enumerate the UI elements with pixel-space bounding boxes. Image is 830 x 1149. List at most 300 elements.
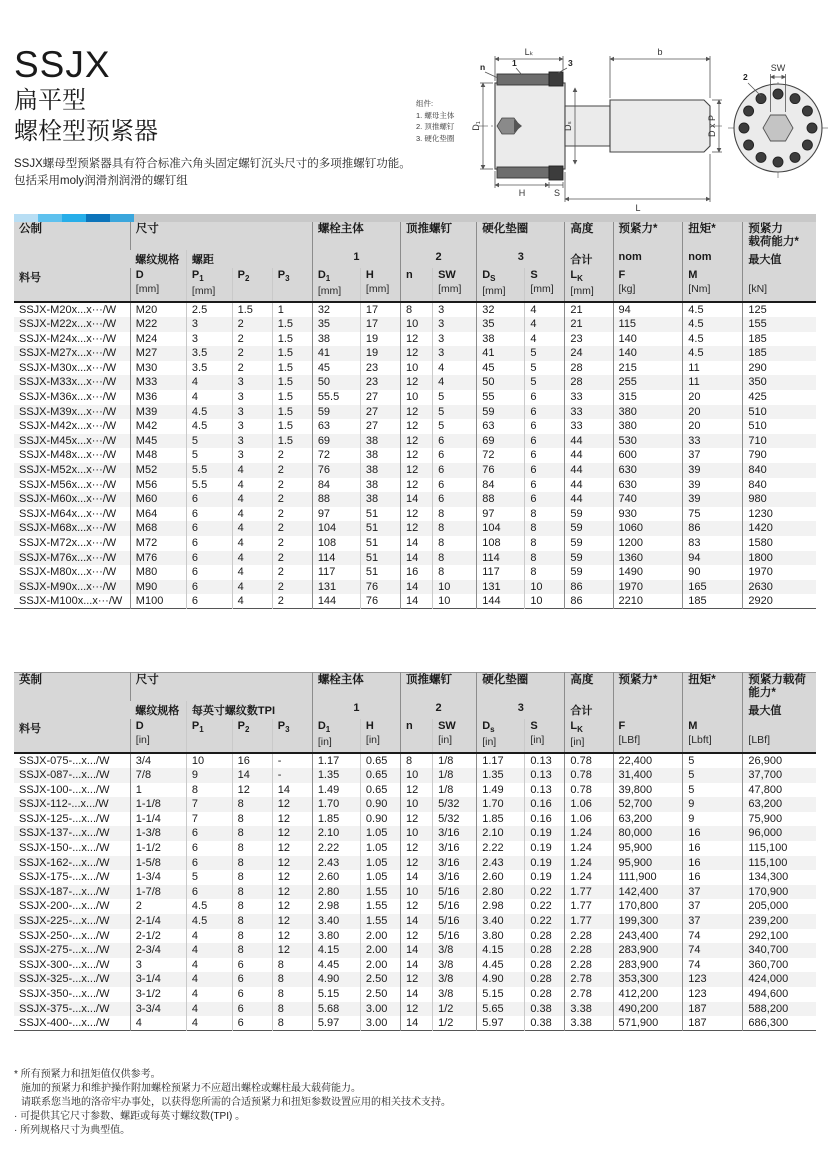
spec-value-cell: 6	[232, 972, 272, 987]
spec-value-cell: 37,700	[743, 768, 816, 783]
table-row	[14, 302, 816, 317]
spec-value-cell: 4.45	[312, 958, 360, 973]
callout-3: 3	[568, 58, 573, 68]
spec-value-cell: 44	[565, 492, 613, 507]
spec-value-cell: 0.90	[360, 797, 400, 812]
spec-value-cell: 6	[433, 434, 477, 449]
table-row	[14, 841, 816, 856]
spec-value-cell: M24	[130, 332, 186, 347]
spec-value-cell: 8	[272, 987, 312, 1002]
spec-value-cell: 97	[477, 507, 525, 522]
spec-value-cell: 840	[743, 478, 816, 493]
spec-value-cell: 16	[683, 841, 743, 856]
spec-value-cell: 2	[232, 332, 272, 347]
spec-value-cell: 790	[743, 448, 816, 463]
spec-value-cell: 8	[232, 797, 272, 812]
spec-value-cell: 4.5	[683, 317, 743, 332]
spec-value-cell: 14	[401, 914, 433, 929]
spec-value-cell: 1.06	[565, 797, 613, 812]
spec-value-cell: 0.19	[525, 841, 565, 856]
spec-value-cell: 4.5	[683, 332, 743, 347]
subgroup-total: 合计	[565, 701, 613, 719]
spec-value-cell: 59	[565, 551, 613, 566]
spec-value-cell: 90	[683, 565, 743, 580]
spec-value-cell: 3-1/4	[130, 972, 186, 987]
spec-value-cell: 8	[232, 899, 272, 914]
imperial-table	[14, 672, 816, 1031]
table-row	[14, 580, 816, 595]
accent-bar-segment	[86, 214, 110, 222]
spec-value-cell: 2.22	[312, 841, 360, 856]
spec-value-cell: 14	[401, 594, 433, 609]
footnote-4: · 可提供其它尺寸参数、螺距或每英寸螺纹数(TPI) 。	[14, 1111, 246, 1122]
spec-value-cell: 94	[613, 302, 683, 317]
spec-value-cell: 315	[613, 390, 683, 405]
subgroup-max: 最大值	[743, 701, 816, 719]
spec-value-cell: M60	[130, 492, 186, 507]
spec-value-cell: 39	[683, 478, 743, 493]
spec-value-cell: 10	[401, 826, 433, 841]
table-row	[14, 419, 816, 434]
spec-value-cell: 1.5	[272, 346, 312, 361]
table-row	[14, 536, 816, 551]
spec-value-cell: 16	[683, 870, 743, 885]
part-number-cell: SSJX-225-...x.../W	[19, 914, 110, 927]
imperial-system-label: 英制	[14, 673, 130, 702]
spec-value-cell: 0.19	[525, 826, 565, 841]
spec-value-cell: 185	[743, 346, 816, 361]
spec-value-cell: 1.05	[360, 856, 400, 871]
spec-value-cell: 3	[186, 332, 232, 347]
spec-value-cell: 3	[232, 375, 272, 390]
spec-value-cell: 51	[360, 551, 400, 566]
spec-value-cell: 45	[312, 361, 360, 376]
spec-value-cell: 12	[401, 521, 433, 536]
spec-value-cell: 2.00	[360, 943, 400, 958]
spec-value-cell: 4	[130, 1016, 186, 1031]
subgroup-max: 最大值	[743, 250, 816, 268]
spec-value-cell: 8	[232, 841, 272, 856]
table-row	[14, 870, 816, 885]
spec-value-cell: 38	[312, 332, 360, 347]
spec-value-cell: 1420	[743, 521, 816, 536]
spec-value-cell: 59	[565, 521, 613, 536]
spec-value-cell: 115,100	[743, 856, 816, 871]
spec-value-cell: 8	[272, 1002, 312, 1017]
part-number-cell: SSJX-M42x...x···/W	[19, 420, 117, 433]
spec-value-cell: 33	[565, 405, 613, 420]
spec-value-cell: 1-1/2	[130, 841, 186, 856]
spec-value-cell: M45	[130, 434, 186, 449]
spec-value-cell: 6	[525, 419, 565, 434]
spec-value-cell: 4	[186, 390, 232, 405]
spec-value-cell: 2	[130, 899, 186, 914]
spec-value-cell: 5/16	[433, 914, 477, 929]
part-number-cell: SSJX-M56x...x···/W	[19, 478, 117, 491]
spec-value-cell: 1-1/8	[130, 797, 186, 812]
washer-top	[549, 72, 563, 86]
spec-value-cell: 4	[186, 1002, 232, 1017]
spec-value-cell: 8	[525, 521, 565, 536]
spec-value-cell: 12	[401, 346, 433, 361]
spec-value-cell: 72	[477, 448, 525, 463]
spec-value-cell: 4.5	[186, 899, 232, 914]
spec-value-cell: 5	[186, 448, 232, 463]
spec-value-cell: 104	[477, 521, 525, 536]
spec-value-cell: 1.17	[312, 753, 360, 768]
spec-value-cell: 23	[565, 332, 613, 347]
part-number-cell: SSJX-087-...x.../W	[19, 769, 110, 781]
col-n: n	[401, 268, 433, 302]
spec-value-cell: 1.49	[477, 783, 525, 798]
spec-value-cell: 600	[613, 448, 683, 463]
spec-value-cell: 283,900	[613, 958, 683, 973]
spec-value-cell: 510	[743, 405, 816, 420]
spec-value-cell: 740	[613, 492, 683, 507]
spec-value-cell: 5	[683, 768, 743, 783]
spec-value-cell: 47,800	[743, 783, 816, 798]
group-height: 高度	[565, 222, 613, 250]
spec-value-cell: 2-3/4	[130, 943, 186, 958]
spec-value-cell: 12	[272, 841, 312, 856]
table-row	[14, 958, 816, 973]
spec-value-cell: 6	[186, 856, 232, 871]
spec-value-cell: 3.40	[477, 914, 525, 929]
table-row	[14, 972, 816, 987]
part-number-cell: SSJX-075-...x.../W	[19, 754, 110, 767]
col-ds: $D_S$ [mm]	[477, 268, 525, 302]
spec-value-cell: 2.80	[312, 885, 360, 900]
spec-value-cell: 588,200	[743, 1002, 816, 1017]
part-number-cell: SSJX-M45x...x···/W	[19, 434, 117, 447]
table-row	[14, 317, 816, 332]
spec-value-cell: 23	[360, 375, 400, 390]
table-row	[14, 826, 816, 841]
spec-value-cell: 51	[360, 565, 400, 580]
spec-value-cell: 0.16	[525, 797, 565, 812]
spec-value-cell: 2	[272, 478, 312, 493]
spec-value-cell: 8	[272, 958, 312, 973]
spec-value-cell: 980	[743, 492, 816, 507]
spec-value-cell: 1-1/4	[130, 812, 186, 827]
spec-value-cell: 10	[433, 594, 477, 609]
spec-value-cell: 1/8	[433, 783, 477, 798]
spec-value-cell: 3/8	[433, 987, 477, 1002]
spec-value-cell: 4	[232, 507, 272, 522]
spec-value-cell: 205,000	[743, 899, 816, 914]
spec-value-cell: M36	[130, 390, 186, 405]
spec-value-cell: 8	[433, 507, 477, 522]
spec-value-cell: 115	[613, 317, 683, 332]
spec-value-cell: 8	[401, 302, 433, 317]
col-max: [kN]	[743, 268, 816, 302]
spec-value-cell: 1970	[743, 565, 816, 580]
spec-value-cell: 38	[360, 492, 400, 507]
spec-value-cell: 12	[401, 375, 433, 390]
part-number-cell: SSJX-M36x...x···/W	[19, 390, 117, 403]
spec-value-cell: 6	[186, 594, 232, 609]
spec-value-cell: 12	[272, 899, 312, 914]
part-number-cell: SSJX-275-...x.../W	[19, 944, 110, 957]
col-lk: $L_K$ [mm]	[565, 268, 613, 302]
page-subtitle-2: 螺栓型预紧器	[14, 118, 158, 146]
spec-value-cell: 2	[272, 507, 312, 522]
spec-value-cell: 11	[683, 375, 743, 390]
spec-value-cell: 3.40	[312, 914, 360, 929]
spec-value-cell: M33	[130, 375, 186, 390]
spec-value-cell: 1-7/8	[130, 885, 186, 900]
spec-value-cell: 51	[360, 521, 400, 536]
page-subtitle-1: 扁平型	[14, 86, 86, 114]
subgroup-thread-spec: 螺纹规格	[130, 250, 186, 268]
spec-value-cell: 5.97	[312, 1016, 360, 1031]
metric-table-header	[14, 222, 816, 302]
col-p3: $P_3$	[272, 268, 312, 302]
spec-value-cell: 6	[186, 492, 232, 507]
spec-value-cell: 1/8	[433, 768, 477, 783]
spec-value-cell: 360,700	[743, 958, 816, 973]
spec-value-cell: 12	[272, 856, 312, 871]
spec-value-cell: 14	[401, 536, 433, 551]
jackbolt-top	[497, 74, 549, 85]
spec-value-cell: 3.5	[186, 346, 232, 361]
spec-value-cell: 84	[477, 478, 525, 493]
product-description-1: SSJX螺母型预紧器具有符合标准六角头固定螺钉沉头尺寸的多项推螺钉功能。	[14, 158, 411, 171]
spec-value-cell: 2	[232, 317, 272, 332]
spec-value-cell: 39	[683, 492, 743, 507]
table-row	[14, 361, 816, 376]
spec-value-cell: 12	[401, 783, 433, 798]
spec-value-cell: 8	[232, 856, 272, 871]
spec-value-cell: 3	[232, 419, 272, 434]
spec-value-cell: 1.70	[312, 797, 360, 812]
spec-value-cell: 155	[743, 317, 816, 332]
imperial-table-section	[14, 672, 816, 1031]
spec-value-cell: 8	[232, 870, 272, 885]
spec-value-cell: 6	[525, 463, 565, 478]
part-number-cell: SSJX-M80x...x···/W	[19, 566, 117, 579]
spec-value-cell: 1/2	[433, 1002, 477, 1017]
group-capacity: 预紧力 载荷能力*	[743, 222, 816, 250]
spec-value-cell: 239,200	[743, 914, 816, 929]
table-row	[14, 914, 816, 929]
spec-value-cell: 8	[433, 521, 477, 536]
spec-value-cell: 8	[232, 826, 272, 841]
spec-value-cell: 69	[312, 434, 360, 449]
spec-value-cell: 4	[232, 492, 272, 507]
callout-1: 1	[512, 58, 517, 68]
spec-value-cell: 3/8	[433, 943, 477, 958]
spec-value-cell: 14	[401, 580, 433, 595]
spec-value-cell: 4	[232, 580, 272, 595]
spec-value-cell: 6	[525, 434, 565, 449]
spec-value-cell: 3.80	[477, 929, 525, 944]
spec-value-cell: 1.35	[477, 768, 525, 783]
part-number-cell: SSJX-350-...x.../W	[19, 987, 110, 1000]
spec-value-cell: 38	[360, 463, 400, 478]
spec-value-cell: 12	[401, 812, 433, 827]
spec-value-cell: 131	[312, 580, 360, 595]
spec-value-cell: 10	[186, 753, 232, 768]
spec-value-cell: 21	[565, 302, 613, 317]
spec-value-cell: 76	[312, 463, 360, 478]
spec-value-cell: 4	[525, 332, 565, 347]
spec-value-cell: 1.5	[272, 317, 312, 332]
spec-value-cell: 28	[565, 375, 613, 390]
spec-value-cell: 187	[683, 1016, 743, 1031]
group-height: 高度	[565, 673, 613, 702]
spec-value-cell: 8	[401, 753, 433, 768]
spec-value-cell: 5	[186, 870, 232, 885]
spec-value-cell: 115,100	[743, 841, 816, 856]
spec-value-cell: 4	[232, 521, 272, 536]
part-number-cell: SSJX-175-...x.../W	[19, 871, 110, 884]
spec-value-cell: 59	[565, 507, 613, 522]
spec-value-cell: 2	[272, 551, 312, 566]
subgroup-total: 合计	[565, 250, 613, 268]
spec-value-cell: 76	[477, 463, 525, 478]
spec-value-cell: 20	[683, 390, 743, 405]
spec-value-cell: 5.68	[312, 1002, 360, 1017]
component-ref-1: 1	[312, 701, 400, 719]
spec-value-cell: 1.77	[565, 914, 613, 929]
group-jack-screw: 顶推螺钉	[401, 673, 477, 702]
table-row	[14, 768, 816, 783]
spec-value-cell: 4	[433, 375, 477, 390]
spec-value-cell: 32	[312, 302, 360, 317]
spec-value-cell: M80	[130, 565, 186, 580]
spec-value-cell: 2920	[743, 594, 816, 609]
spec-value-cell: M39	[130, 405, 186, 420]
subgroup-pitch: 螺距	[186, 250, 312, 268]
spec-value-cell: 5	[433, 419, 477, 434]
spec-value-cell: 12	[401, 929, 433, 944]
table-row	[14, 783, 816, 798]
spec-value-cell: 3	[186, 317, 232, 332]
group-bolt-body: 螺栓主体	[312, 222, 400, 250]
spec-value-cell: M30	[130, 361, 186, 376]
spec-value-cell: 2.43	[312, 856, 360, 871]
product-description-2: 包括采用moly润滑剂润滑的螺钉组	[14, 175, 188, 188]
spec-value-cell: M22	[130, 317, 186, 332]
spec-value-cell: 1.85	[477, 812, 525, 827]
spec-value-cell: 59	[312, 405, 360, 420]
spec-value-cell: 59	[565, 536, 613, 551]
legend-title: 组件:	[416, 99, 434, 108]
col-d: D [mm]	[130, 268, 186, 302]
spec-value-cell: 14	[401, 870, 433, 885]
spec-value-cell: 125	[743, 302, 816, 317]
spec-value-cell: 75,900	[743, 812, 816, 827]
spec-value-cell: M64	[130, 507, 186, 522]
spec-value-cell: 6	[525, 478, 565, 493]
part-number-cell: SSJX-325-...x.../W	[19, 973, 110, 986]
spec-value-cell: 6	[186, 521, 232, 536]
spec-value-cell: 0.28	[525, 929, 565, 944]
spec-value-cell: 3/16	[433, 870, 477, 885]
spec-value-cell: 2.10	[477, 826, 525, 841]
spec-value-cell: 3.38	[565, 1016, 613, 1031]
spec-value-cell: 2.00	[360, 958, 400, 973]
spec-value-cell: 63,200	[613, 812, 683, 827]
spec-value-cell: 2.22	[477, 841, 525, 856]
spec-value-cell: 14	[401, 1016, 433, 1031]
table-row	[14, 797, 816, 812]
spec-value-cell: 14	[401, 551, 433, 566]
group-bolt-body: 螺栓主体	[312, 673, 400, 702]
spec-value-cell: 630	[613, 463, 683, 478]
spec-value-cell: 1.05	[360, 826, 400, 841]
spec-value-cell: 4.5	[683, 302, 743, 317]
table-row	[14, 478, 816, 493]
table-row	[14, 565, 816, 580]
spec-value-cell: 63	[312, 419, 360, 434]
component-ref-3: 3	[477, 701, 565, 719]
spec-value-cell: 8	[525, 551, 565, 566]
spec-value-cell: 38	[360, 478, 400, 493]
part-number-cell: SSJX-M33x...x···/W	[19, 376, 117, 389]
spec-value-cell: 37	[683, 914, 743, 929]
spec-value-cell: 14	[232, 768, 272, 783]
spec-value-cell: 59	[565, 565, 613, 580]
footnote-2: 施加的预紧力和维护操作附加螺栓预紧力不应超出螺栓或螺柱最大载荷能力。	[21, 1083, 361, 1094]
table-row	[14, 1016, 816, 1031]
spec-value-cell: M42	[130, 419, 186, 434]
spec-value-cell: 80,000	[613, 826, 683, 841]
accent-bar-segment	[110, 214, 134, 222]
spec-value-cell: 6	[525, 448, 565, 463]
group-size: 尺寸	[130, 673, 312, 702]
spec-value-cell: 2	[272, 521, 312, 536]
spec-value-cell: 1.5	[272, 375, 312, 390]
spec-value-cell: 5	[683, 783, 743, 798]
spec-value-cell: 134,300	[743, 870, 816, 885]
dim-label-sw: SW	[770, 63, 786, 73]
spec-value-cell: 0.38	[525, 1016, 565, 1031]
spec-value-cell: 2.60	[477, 870, 525, 885]
spec-value-cell: 28	[565, 361, 613, 376]
part-number-cell: SSJX-M30x...x···/W	[19, 361, 117, 374]
part-number-cell: SSJX-M24x...x···/W	[19, 332, 117, 345]
spec-value-cell: 185	[743, 332, 816, 347]
spec-value-cell: 0.78	[565, 768, 613, 783]
spec-value-cell: 52,700	[613, 797, 683, 812]
spec-value-cell: 2.10	[312, 826, 360, 841]
spec-value-cell: 1.5	[272, 419, 312, 434]
table-row	[14, 521, 816, 536]
spec-value-cell: 0.28	[525, 958, 565, 973]
spec-value-cell: 50	[312, 375, 360, 390]
spec-value-cell: M52	[130, 463, 186, 478]
table-row	[14, 332, 816, 347]
spec-value-cell: 3/8	[433, 958, 477, 973]
col-m: M [Nm]	[683, 268, 743, 302]
accent-bar-segment	[62, 214, 86, 222]
col-h: H [mm]	[360, 268, 400, 302]
spec-value-cell: 8	[433, 551, 477, 566]
spec-value-cell: 0.90	[360, 812, 400, 827]
page-title: SSJX	[14, 44, 111, 85]
spec-value-cell: 5	[525, 346, 565, 361]
spec-value-cell: 6	[232, 1002, 272, 1017]
col-d1: $D_1$ [mm]	[312, 268, 360, 302]
spec-value-cell: 4.5	[683, 346, 743, 361]
spec-value-cell: 3/16	[433, 856, 477, 871]
spec-value-cell: 170,800	[613, 899, 683, 914]
tensioner-drawing-svg	[460, 26, 830, 218]
spec-value-cell: 3	[232, 405, 272, 420]
spec-value-cell: 74	[683, 958, 743, 973]
